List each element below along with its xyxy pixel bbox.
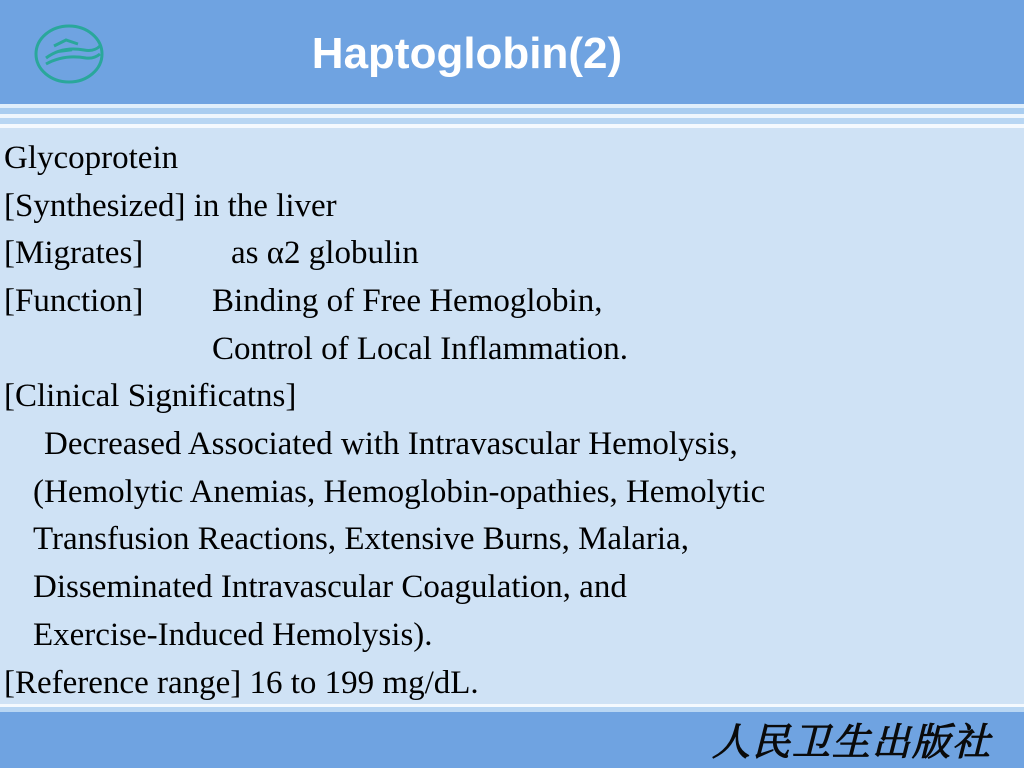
body-line: as α2 globulin	[231, 235, 419, 271]
body-line: [Migrates]	[4, 235, 144, 271]
publisher-name: 人民卫生出版社	[711, 719, 992, 764]
body-line: Glycoprotein	[4, 140, 179, 176]
body-line: Transfusion Reactions, Extensive Burns, Malaria,	[33, 521, 689, 557]
body-line: Exercise-Induced Hemolysis).	[33, 617, 433, 653]
slide-title: Haptoglobin(2)	[311, 29, 623, 78]
body-line: (Hemolytic Anemias, Hemoglobin-opathies, Hemolytic	[33, 474, 766, 510]
body-line: Control of Local Inflammation.	[212, 331, 629, 367]
body-line: [Clinical Significatns]	[4, 378, 297, 414]
body-line: Binding of Free Hemoglobin,	[212, 283, 603, 319]
body-line: [Synthesized] in the liver	[4, 188, 337, 224]
body-line: Disseminated Intravascular Coagulation, and	[33, 569, 627, 605]
body-line: [Function]	[4, 283, 144, 319]
body-line: [Reference range] 16 to 199 mg/dL.	[4, 665, 479, 701]
body-line: Decreased Associated with Intravascular Hemolysis,	[44, 426, 738, 462]
